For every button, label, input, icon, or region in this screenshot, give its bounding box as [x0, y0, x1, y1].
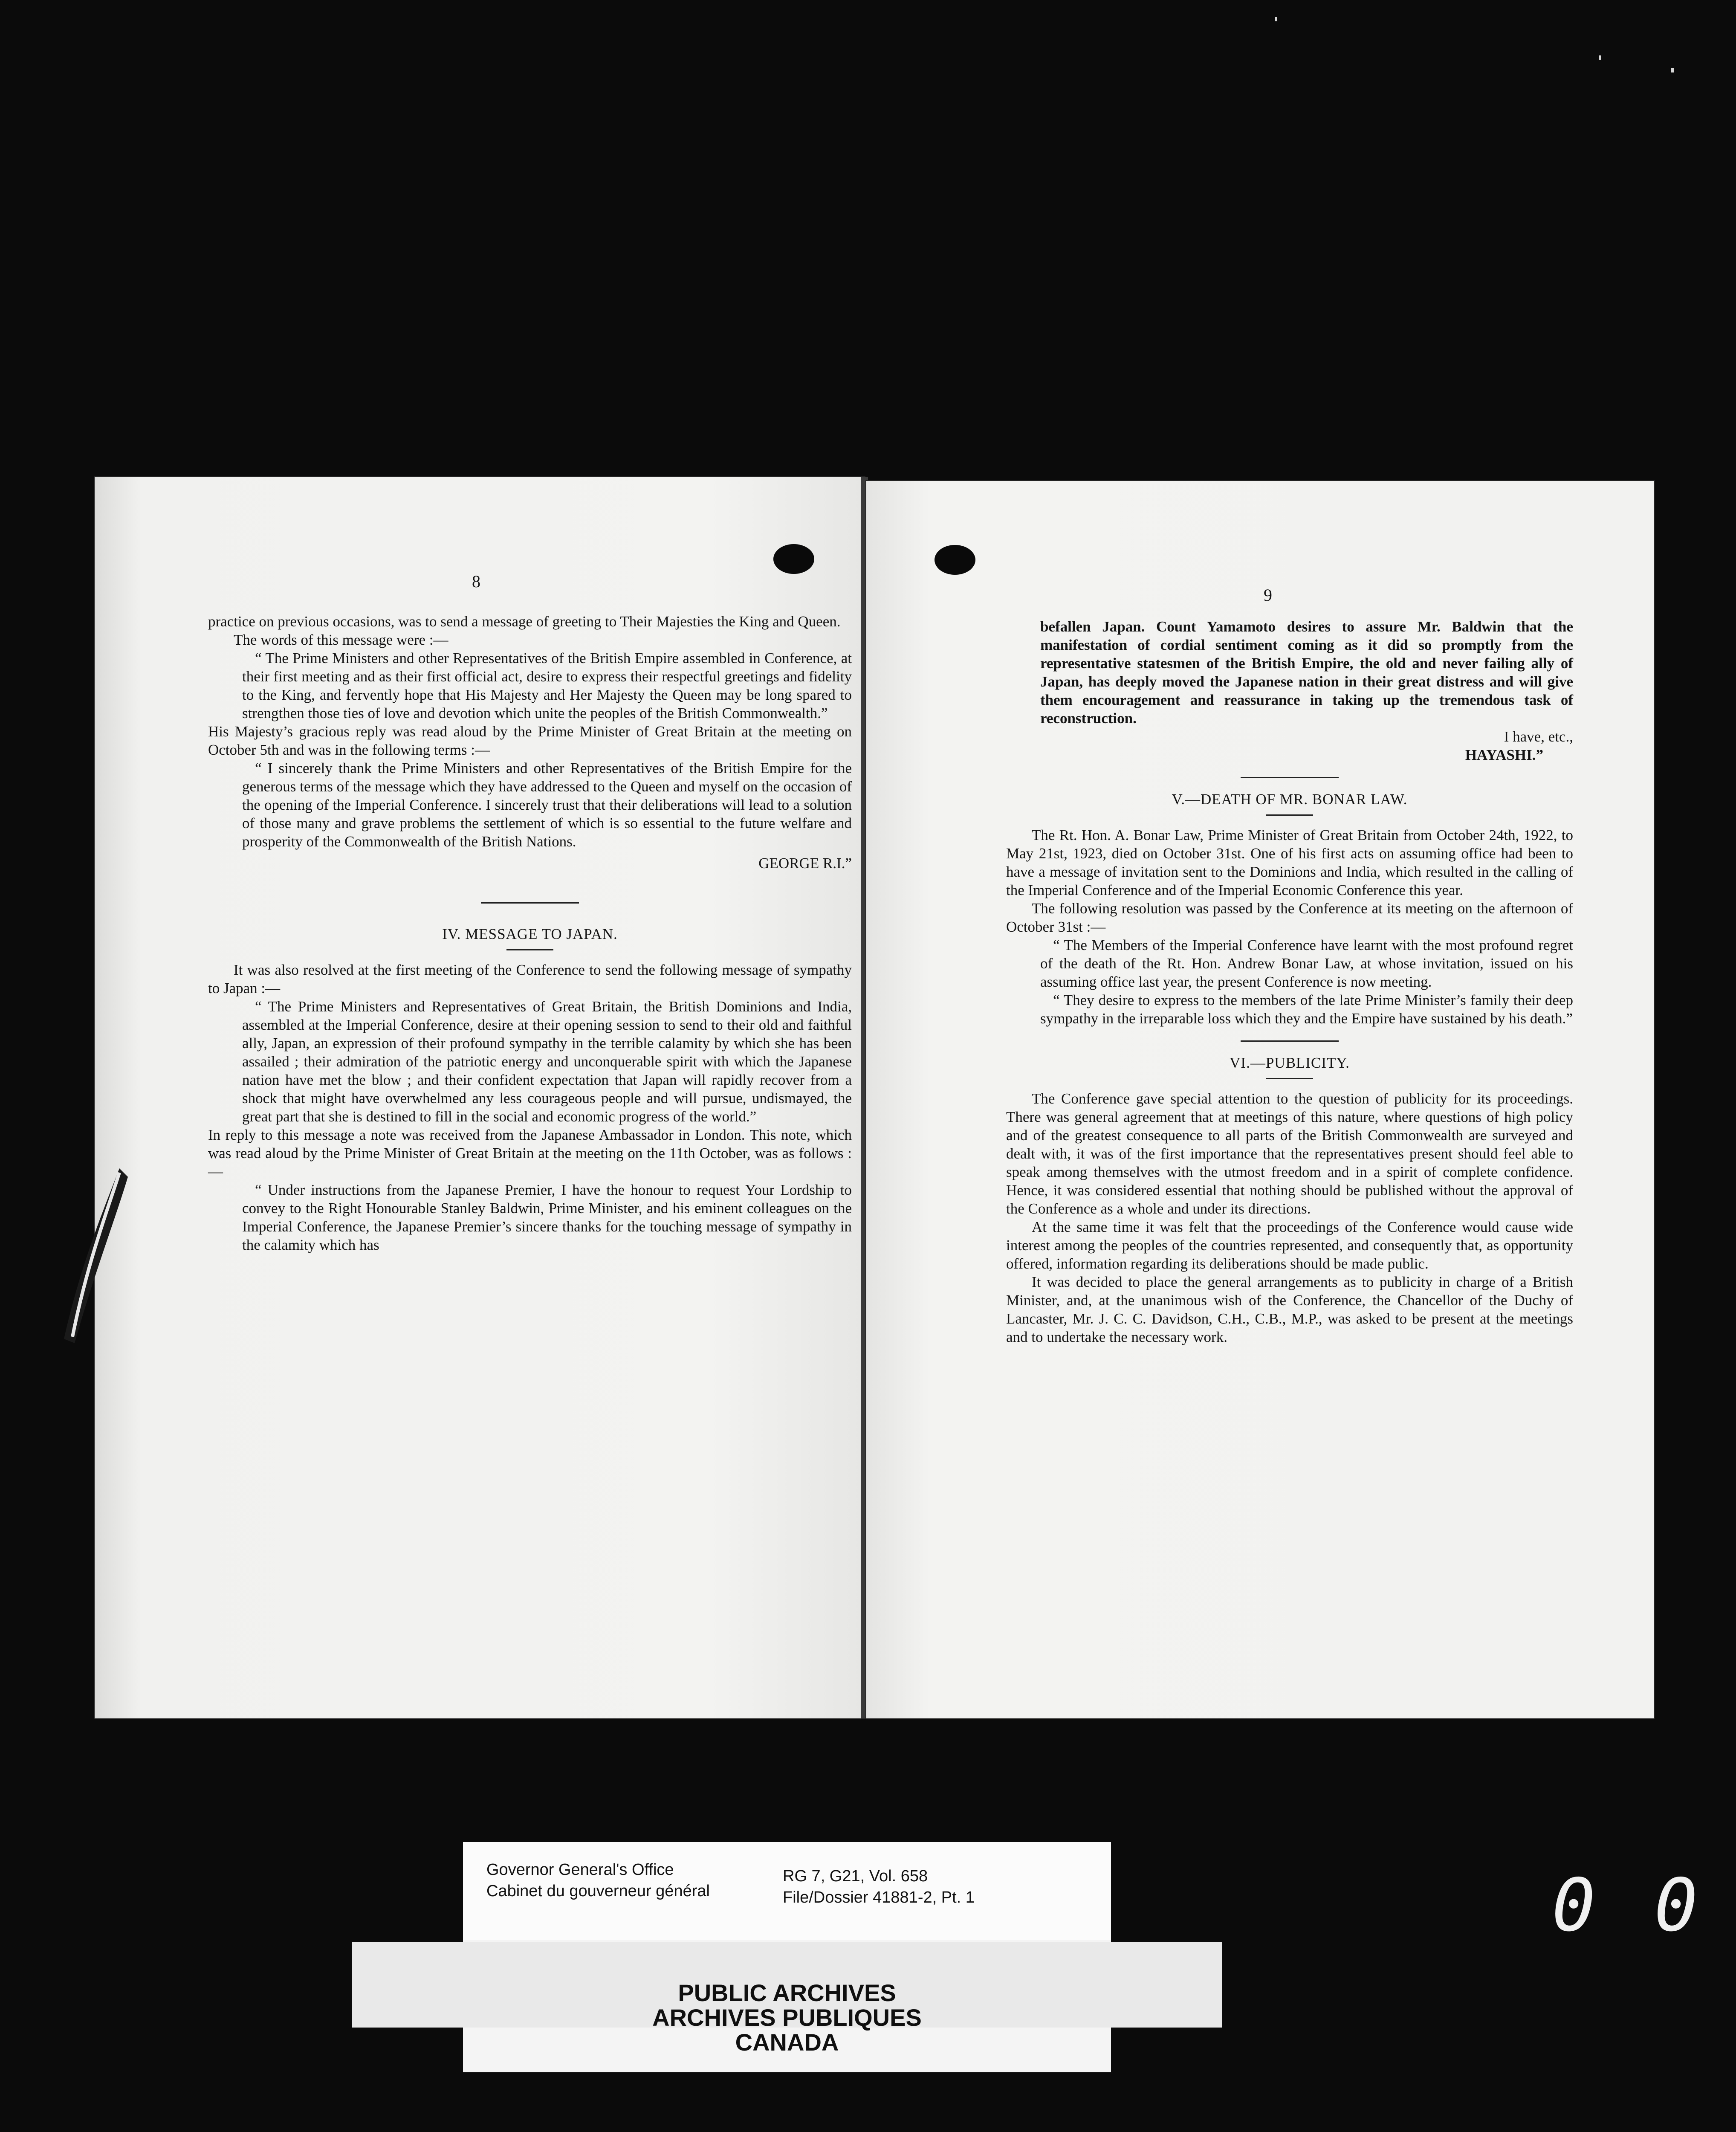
- quoted-reply: “ I sincerely thank the Prime Ministers and other Representatives of the British Empire for the generous terms of the message which they have addressed to the Queen and myself on the occasion of the opening of the Imperial Conference. I sincerely trust that their deliberations will lead to a solution of those many and grave problems the settlement of which is so essential to the future welfare and prosperity of the Commonwealth of the British Nations.: [242, 760, 852, 850]
- right-page-text: [1006, 617, 1573, 1346]
- quoted-message: “ The Prime Ministers and other Representatives of the British Empire assembled in Conference, at their first meeting and as their first official act, desire to express their respectful greetings and fidelity to the King, and fervently hope that His Majesty and Her Majesty the Queen may be long spared to strengthen those ties of love and devotion which unite the peoples of the British Commonwealth.”: [242, 650, 852, 721]
- section-divider: [1241, 1040, 1339, 1042]
- archives-stamp: [463, 1981, 1111, 2055]
- archive-label: [463, 1842, 1111, 2072]
- page-number: 8: [472, 572, 480, 591]
- punch-hole: [773, 544, 814, 574]
- paragraph: The following resolution was passed by the Conference at its meeting on the afternoon of October 31st :—: [1006, 900, 1573, 935]
- right-page: [866, 481, 1654, 1718]
- film-speck: [1275, 17, 1277, 21]
- section-heading: IV. MESSAGE TO JAPAN.: [442, 926, 618, 942]
- closing: I have, etc.,: [1504, 728, 1573, 745]
- file-ref: File/Dossier 41881-2, Pt. 1: [783, 1889, 975, 1906]
- paragraph: In reply to this message a note was received from the Japanese Ambassador in London. This note, which was read aloud by the Prime Minister of Great Britain at the meeting on the 11th October, was as follows :—: [208, 1127, 852, 1180]
- paragraph: practice on previous occasions, was to send a message of greeting to Their Majesties the King and Queen.: [208, 613, 841, 630]
- signature: GEORGE R.I.”: [758, 855, 852, 872]
- quoted-resolution: “ They desire to express to the members of the late Prime Minister’s family their deep sympathy in the irreparable loss which they and the Empire have sustained by his death.”: [1040, 992, 1573, 1027]
- heading-rule: [1266, 1078, 1313, 1079]
- section-heading: VI.—PUBLICITY.: [1230, 1054, 1350, 1071]
- paragraph: The Rt. Hon. A. Bonar Law, Prime Minister of Great Britain from October 24th, 1922, to May 21st, 1923, died on October 31st. One of his first acts on assuming office had been to have a message of invitation sent to the Dominions and India, which resulted in the calling of the Imperial Conference and of the Imperial Economic Conference this year.: [1006, 827, 1573, 898]
- quoted-resolution: “ The Members of the Imperial Conference have learnt with the most profound regret of the death of the Rt. Hon. Andrew Bonar Law, at whose invitation, issued on his assuming office last year, the present Conference is now meeting.: [1040, 937, 1573, 990]
- knife-blade-shadow: [55, 1168, 141, 1347]
- paragraph: His Majesty’s gracious reply was read aloud by the Prime Minister of Great Britain at the meeting on October 5th and was in the following terms :—: [208, 723, 852, 758]
- closing-signature: HAYASHI.”: [1465, 747, 1543, 763]
- frame-mark: 0: [1552, 1863, 1596, 1948]
- left-page-text: [208, 612, 852, 1254]
- record-group-ref: RG 7, G21, Vol. 658: [783, 1867, 928, 1885]
- paragraph: It was also resolved at the first meeting of the Conference to send the following message of sympathy to Japan :—: [208, 962, 852, 996]
- archives-fr: ARCHIVES PUBLIQUES: [652, 2004, 922, 2031]
- paragraph: The Conference gave special attention to the question of publicity for its proceedings. There was general agreement that at meetings of this nature, where questions of high policy and of the greatest consequence to all parts of the British Commonwealth are surveyed and dealt with, it was of the first importance that the representatives present should feel able to speak among themselves with the utmost freedom and in a spirit of complete confidence. Hence, it was considered essential that nothing should be published without the approval of the Conference as a whole and under its directions.: [1006, 1090, 1573, 1217]
- quoted-message: “ The Prime Ministers and Representatives of Great Britain, the British Dominions and India, assembled at the Imperial Conference, desire at their opening session to send to their old and faithful ally, Japan, an expression of their profound sympathy in the terrible calamity by which she has been assailed ; their admiration of the patriotic energy and unconquerable spirit with which the Japanese nation have met the blow ; and their confident expectation that Japan will rapidly recover from a shock that might have overwhelmed any less courageous people and will pursue, undismayed, the great part that she is destined to fill in the social and economic progress of the world.”: [242, 998, 852, 1125]
- archives-country: CANADA: [735, 2029, 839, 2056]
- heading-rule: [1266, 814, 1313, 816]
- punch-hole: [935, 545, 975, 575]
- quoted-note: “ Under instructions from the Japanese Premier, I have the honour to request Your Lordship to convey to the Right Honourable Stanley Baldwin, Prime Minister, and his eminent colleagues on the Imperial Conference, the Japanese Premier’s sincere thanks for the touching message of sympathy in the calamity which has: [242, 1182, 852, 1253]
- paragraph: The words of this message were :—: [234, 631, 448, 648]
- section-divider: [1241, 777, 1339, 778]
- archives-en: PUBLIC ARCHIVES: [678, 1979, 896, 2006]
- office-name-fr: Cabinet du gouverneur général: [486, 1882, 710, 1900]
- paragraph: At the same time it was felt that the proceedings of the Conference would cause wide interest among the peoples of the countries represented, and consequently that, as opportunity offered, information regarding its deliberations should be made public.: [1006, 1219, 1573, 1272]
- section-divider: [481, 902, 579, 904]
- quote-continuation: befallen Japan. Count Yamamoto desires to assure Mr. Baldwin that the manifestation of cordial sentiment coming as it did so promptly from the representative statesmen of the British Empire, the old and never failing ally of Japan, has deeply moved the Japanese nation in their great distress and will give them encouragement and reassurance in taking up the tremendous task of reconstruction.: [1040, 618, 1573, 727]
- section-heading: V.—DEATH OF MR. BONAR LAW.: [1172, 791, 1408, 808]
- film-speck: [1599, 55, 1601, 60]
- frame-mark: 0: [1654, 1863, 1698, 1948]
- heading-rule: [506, 949, 553, 950]
- page-number: 9: [1264, 585, 1272, 605]
- left-page: [95, 477, 865, 1718]
- film-speck: [1671, 68, 1674, 72]
- paragraph: It was decided to place the general arrangements as to publicity in charge of a British Minister, and, at the unanimous wish of the Conference, the Chancellor of the Duchy of Lancaster, Mr. J. C. C. Davidson, C.H., C.B., M.P., was asked to be present at the meetings and to undertake the necessary work.: [1006, 1274, 1573, 1345]
- office-name-en: Governor General's Office: [486, 1861, 674, 1879]
